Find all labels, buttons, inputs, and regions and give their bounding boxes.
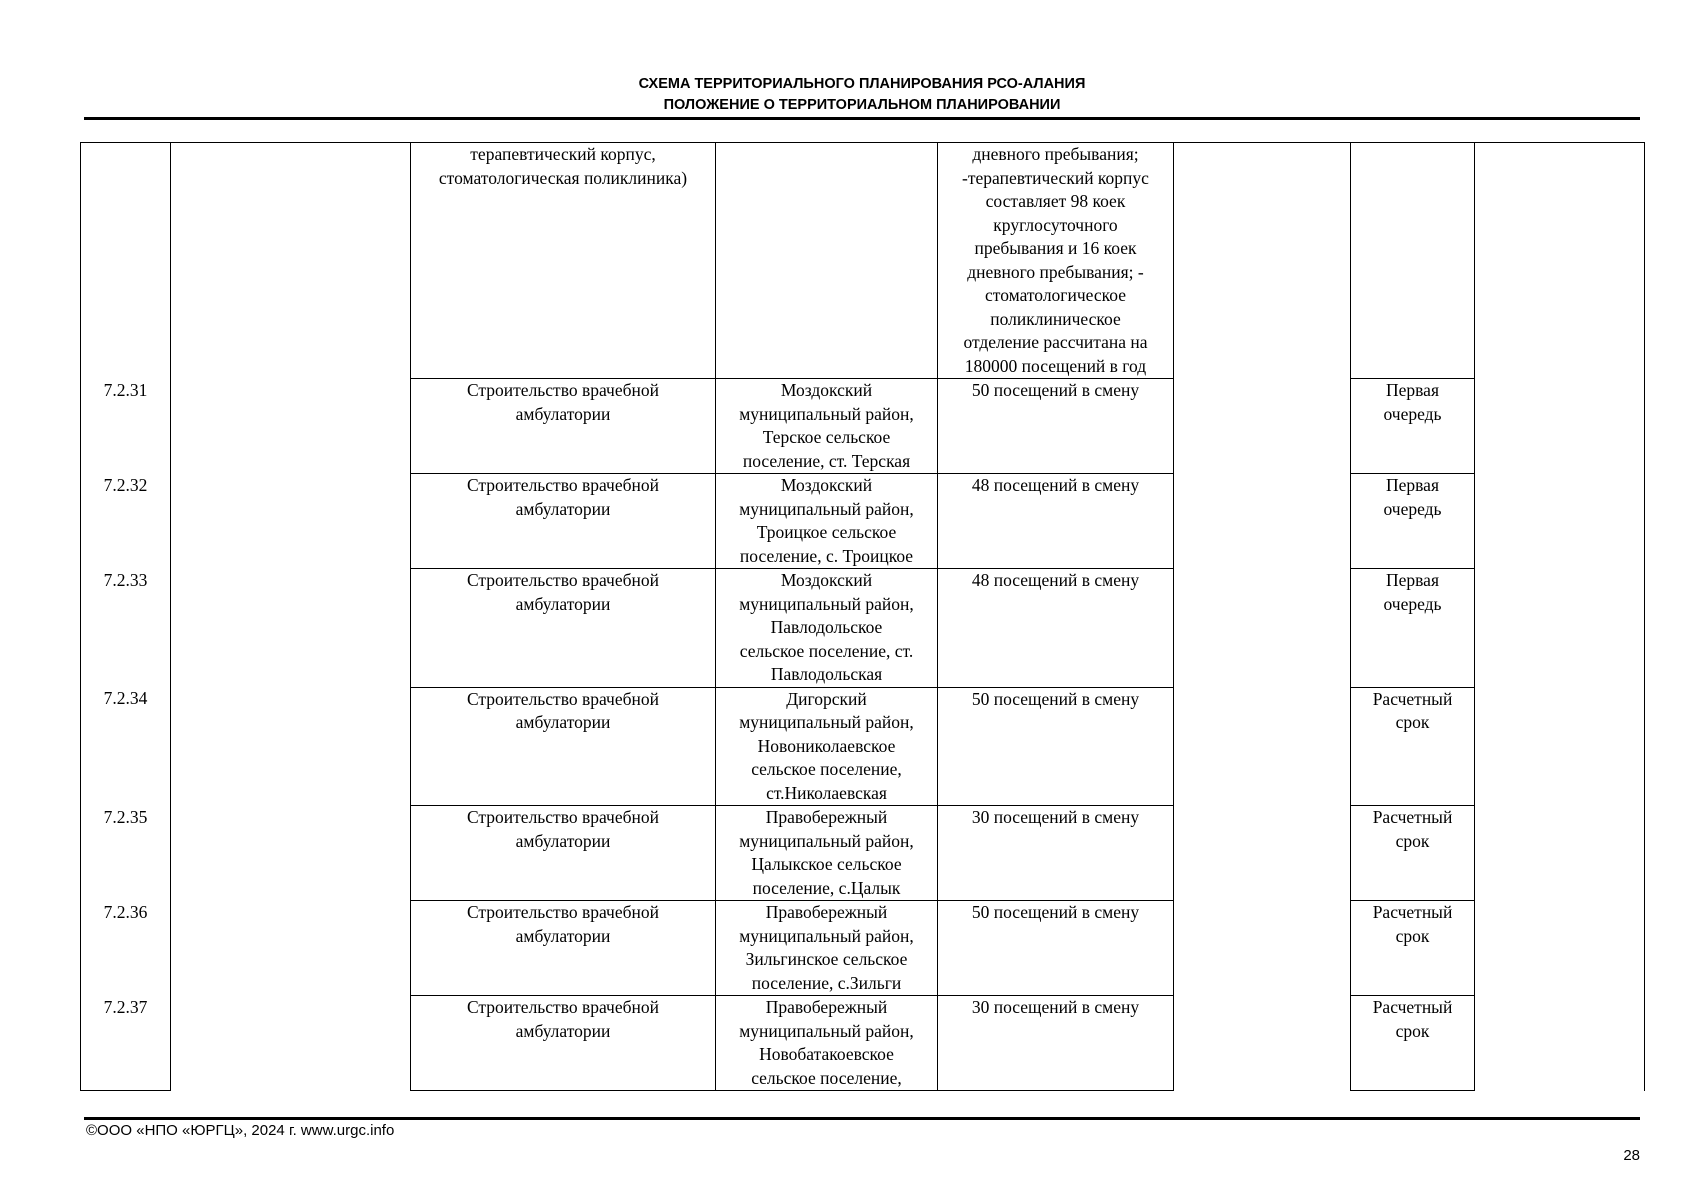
capacity-line: отделение рассчитана на bbox=[963, 332, 1148, 352]
location-line: сельское поселение, bbox=[751, 1067, 902, 1088]
capacity-line: стоматологическое bbox=[985, 285, 1126, 305]
capacity-cell: 50 посещений в смену bbox=[938, 379, 1174, 474]
table-row bbox=[81, 143, 1645, 379]
term-line: срок bbox=[1395, 830, 1430, 851]
location-line: Правобережный bbox=[765, 902, 888, 922]
location-line: муниципальный район, bbox=[739, 593, 914, 614]
name-cell bbox=[411, 143, 716, 379]
location-line: поселение, с.Зильги bbox=[751, 972, 902, 993]
name-line: Строительство врачебной bbox=[466, 807, 659, 827]
name-line: амбулатории bbox=[515, 593, 611, 614]
num-cell: 7.2.36 bbox=[81, 901, 171, 996]
location-line: поселение, ст. Терская bbox=[742, 450, 911, 471]
capacity-cell: 30 посещений в смену bbox=[938, 996, 1174, 1091]
location-line: поселение, с. Троицкое bbox=[739, 545, 914, 566]
name-cell bbox=[411, 806, 716, 901]
name-cell bbox=[411, 379, 716, 474]
name-cell bbox=[411, 901, 716, 996]
capacity-line: пребывания и 16 коек bbox=[974, 238, 1137, 258]
location-line: Павлодольская bbox=[770, 664, 883, 684]
capacity-line: дневного пребывания; - bbox=[967, 261, 1144, 282]
name-line: Строительство врачебной bbox=[466, 997, 659, 1017]
location-line: Зильгинское сельское bbox=[745, 949, 908, 969]
footer-rule bbox=[84, 1117, 1640, 1120]
capacity-line: дневного пребывания; bbox=[972, 144, 1139, 164]
page-number: 28 bbox=[1623, 1147, 1640, 1164]
name-line: Строительство врачебной bbox=[466, 688, 659, 709]
name-line: амбулатории bbox=[515, 830, 611, 851]
term-line: Расчетный bbox=[1372, 688, 1453, 709]
num-cell bbox=[81, 143, 171, 379]
extra-cell bbox=[1174, 143, 1351, 1091]
term-cell bbox=[1351, 569, 1475, 688]
num-cell: 7.2.33 bbox=[81, 569, 171, 688]
term-line: срок bbox=[1395, 925, 1430, 946]
name-line: амбулатории bbox=[515, 712, 611, 732]
term-cell bbox=[1351, 379, 1475, 474]
header-rule bbox=[84, 117, 1640, 120]
location-cell bbox=[716, 143, 938, 379]
location-cell bbox=[716, 569, 938, 688]
name-line: амбулатории bbox=[515, 403, 611, 424]
location-line: сельское поселение, ст. bbox=[739, 640, 914, 661]
term-line: срок bbox=[1395, 1020, 1430, 1041]
location-cell bbox=[716, 474, 938, 569]
location-line: муниципальный район, bbox=[739, 403, 914, 424]
notes-cell bbox=[1475, 143, 1645, 1091]
name-line: терапевтический корпус, bbox=[470, 144, 656, 164]
capacity-cell: 30 посещений в смену bbox=[938, 806, 1174, 901]
term-cell bbox=[1351, 806, 1475, 901]
term-cell bbox=[1351, 143, 1475, 379]
capacity-line: 180000 посещений в год bbox=[964, 355, 1147, 376]
term-cell bbox=[1351, 996, 1475, 1091]
location-line: Терское сельское bbox=[762, 427, 891, 447]
category-cell bbox=[171, 143, 411, 1091]
term-line: Первая bbox=[1385, 475, 1439, 495]
term-line: Расчетный bbox=[1372, 902, 1453, 922]
name-line: амбулатории bbox=[515, 1020, 611, 1041]
location-line: Новониколаевское bbox=[757, 735, 896, 756]
name-line: амбулатории bbox=[515, 498, 611, 519]
location-line: сельское поселение, bbox=[751, 759, 902, 779]
term-cell bbox=[1351, 474, 1475, 569]
name-line: Строительство врачебной bbox=[466, 380, 659, 400]
location-line: муниципальный район, bbox=[739, 712, 914, 732]
num-cell: 7.2.37 bbox=[81, 996, 171, 1091]
location-line: муниципальный район, bbox=[739, 830, 914, 851]
location-line: Моздокский bbox=[780, 380, 873, 400]
footer-copyright: ©ООО «НПО «ЮРГЦ», 2024 г. www.urgc.info bbox=[86, 1122, 395, 1139]
document-title: СХЕМА ТЕРРИТОРИАЛЬНОГО ПЛАНИРОВАНИЯ РСО-АЛАНИЯ bbox=[638, 76, 1086, 92]
capacity-cell: 50 посещений в смену bbox=[938, 901, 1174, 996]
term-line: очередь bbox=[1383, 403, 1442, 424]
capacity-line: составляет 98 коек bbox=[985, 191, 1126, 211]
term-line: Первая bbox=[1385, 570, 1439, 590]
name-line: амбулатории bbox=[515, 925, 611, 946]
term-line: Первая bbox=[1385, 380, 1439, 400]
term-line: очередь bbox=[1383, 593, 1442, 614]
capacity-line: круглосуточного bbox=[993, 214, 1118, 235]
name-cell bbox=[411, 996, 716, 1091]
location-cell bbox=[716, 687, 938, 806]
num-cell: 7.2.35 bbox=[81, 806, 171, 901]
capacity-line: -терапевтический корпус bbox=[962, 167, 1149, 188]
location-line: Павлодольское bbox=[770, 617, 883, 637]
location-line: поселение, с.Цалык bbox=[752, 877, 901, 898]
term-cell bbox=[1351, 687, 1475, 806]
location-cell bbox=[716, 996, 938, 1091]
location-line: Правобережный bbox=[765, 807, 888, 827]
location-line: Новобатакоевское bbox=[759, 1044, 894, 1064]
capacity-cell: 48 посещений в смену bbox=[938, 474, 1174, 569]
planning-table bbox=[80, 142, 1645, 1091]
capacity-cell bbox=[938, 143, 1174, 379]
location-cell bbox=[716, 806, 938, 901]
location-cell bbox=[716, 379, 938, 474]
term-line: очередь bbox=[1383, 498, 1442, 519]
location-line: Цалыкское сельское bbox=[751, 854, 902, 874]
location-line: Дигорский bbox=[786, 688, 867, 709]
location-line: ст.Николаевская bbox=[766, 782, 887, 803]
location-line: Моздокский bbox=[780, 475, 873, 495]
term-line: Расчетный bbox=[1372, 807, 1453, 827]
location-line: Моздокский bbox=[780, 570, 873, 590]
num-cell: 7.2.34 bbox=[81, 687, 171, 806]
name-line: Строительство врачебной bbox=[466, 902, 659, 922]
document-header bbox=[84, 74, 1640, 116]
capacity-cell: 50 посещений в смену bbox=[938, 687, 1174, 806]
name-line: Строительство врачебной bbox=[466, 475, 659, 495]
term-line: срок bbox=[1395, 712, 1430, 732]
location-line: муниципальный район, bbox=[739, 1020, 914, 1041]
location-line: Троицкое сельское bbox=[756, 522, 897, 542]
capacity-cell: 48 посещений в смену bbox=[938, 569, 1174, 688]
location-line: Правобережный bbox=[765, 997, 888, 1017]
name-line: стоматологическая поликлиника) bbox=[438, 167, 688, 188]
name-cell bbox=[411, 474, 716, 569]
location-line: муниципальный район, bbox=[739, 925, 914, 946]
term-line: Расчетный bbox=[1372, 997, 1453, 1017]
name-cell bbox=[411, 687, 716, 806]
document-subtitle: ПОЛОЖЕНИЕ О ТЕРРИТОРИАЛЬНОМ ПЛАНИРОВАНИИ bbox=[663, 97, 1061, 113]
name-cell bbox=[411, 569, 716, 688]
num-cell: 7.2.31 bbox=[81, 379, 171, 474]
term-cell bbox=[1351, 901, 1475, 996]
location-cell bbox=[716, 901, 938, 996]
location-line: муниципальный район, bbox=[739, 498, 914, 519]
num-cell: 7.2.32 bbox=[81, 474, 171, 569]
name-line: Строительство врачебной bbox=[466, 570, 659, 590]
capacity-line: поликлиническое bbox=[990, 308, 1121, 329]
